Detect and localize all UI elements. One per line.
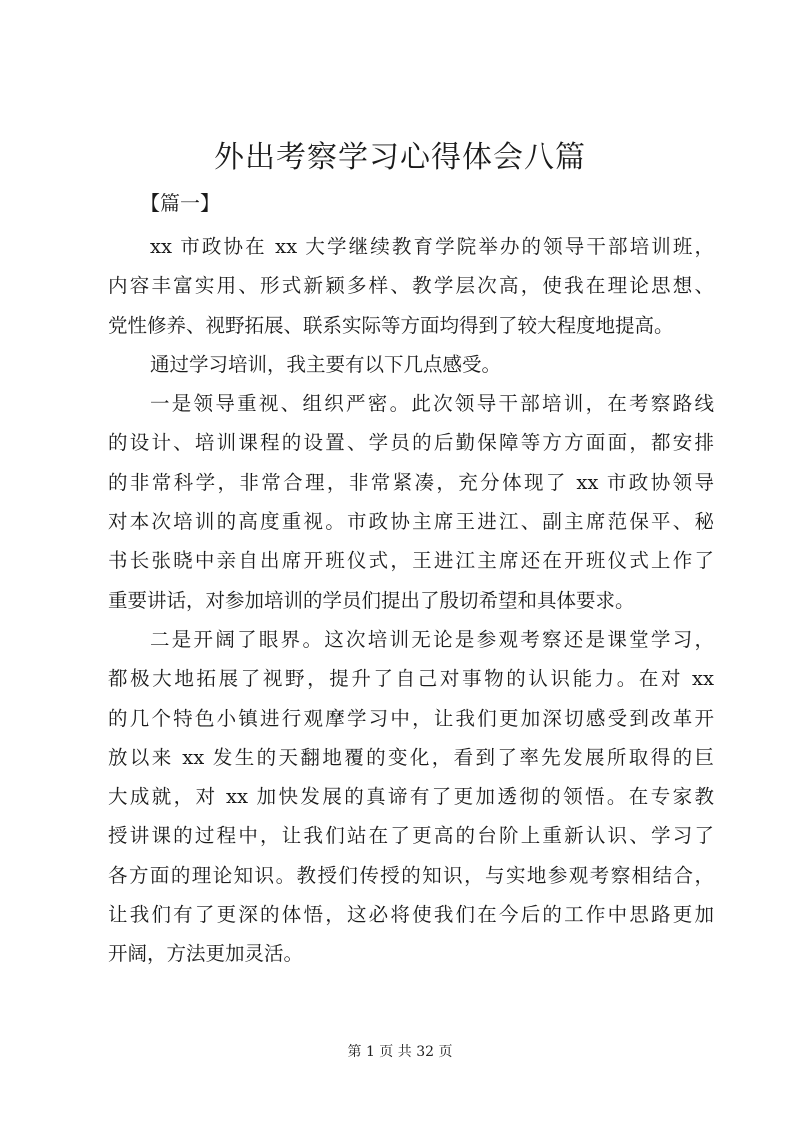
text-line: 重要讲话，对参加培训的学员们提出了殷切希望和具体要求。 <box>108 588 635 612</box>
text-line: 开阔，方法更加灵活。 <box>108 942 304 966</box>
document-body <box>108 227 714 974</box>
text-line: 对本次培训的高度重视。市政协主席王进江、副主席范保平、秘 <box>108 510 714 534</box>
section-label: 【篇一】 <box>140 191 220 215</box>
text-line: 授讲课的过程中，让我们站在了更高的台阶上重新认识、学习了 <box>108 824 714 848</box>
paragraph-1 <box>108 227 714 345</box>
text-line: 的非常科学，非常合理，非常紧凑，充分体现了 xx 市政协领导 <box>108 470 714 494</box>
text-line: 都极大地拓展了视野，提升了自己对事物的认识能力。在对 xx <box>108 667 714 691</box>
text-line: 的设计、培训课程的设置、学员的后勤保障等方方面面，都安排 <box>108 431 714 455</box>
text-line: 书长张晓中亲自出席开班仪式，王进江主席还在开班仪式上作了 <box>108 549 714 573</box>
paragraph-4 <box>108 620 714 974</box>
text-line: 放以来 xx 发生的天翻地覆的变化，看到了率先发展所取得的巨 <box>108 745 714 769</box>
text-line: 通过学习培训，我主要有以下几点感受。 <box>150 352 502 376</box>
paragraph-2 <box>108 345 714 384</box>
text-line: 内容丰富实用、形式新颖多样、教学层次高，使我在理论思想、 <box>108 274 714 298</box>
text-line: 二是开阔了眼界。这次培训无论是参观考察还是课堂学习， <box>150 627 714 651</box>
text-line: 党性修养、视野拓展、联系实际等方面均得到了较大程度地提高。 <box>108 313 674 337</box>
text-line: 的几个特色小镇进行观摩学习中，让我们更加深切感受到改革开 <box>108 706 714 730</box>
text-line: 一是领导重视、组织严密。此次领导干部培训，在考察路线 <box>150 392 714 416</box>
page-footer: 第 1 页 共 32 页 <box>347 1044 453 1060</box>
text-line: 各方面的理论知识。教授们传授的知识，与实地参观考察相结合， <box>108 863 714 887</box>
document-title: 外出考察学习心得体会八篇 <box>214 140 586 175</box>
text-line: xx 市政协在 xx 大学继续教育学院举办的领导干部培训班， <box>150 235 714 258</box>
text-line: 大成就，对 xx 加快发展的真谛有了更加透彻的领悟。在专家教 <box>108 785 714 809</box>
text-line: 让我们有了更深的体悟，这必将使我们在今后的工作中思路更加 <box>108 903 714 927</box>
paragraph-3 <box>108 384 714 620</box>
